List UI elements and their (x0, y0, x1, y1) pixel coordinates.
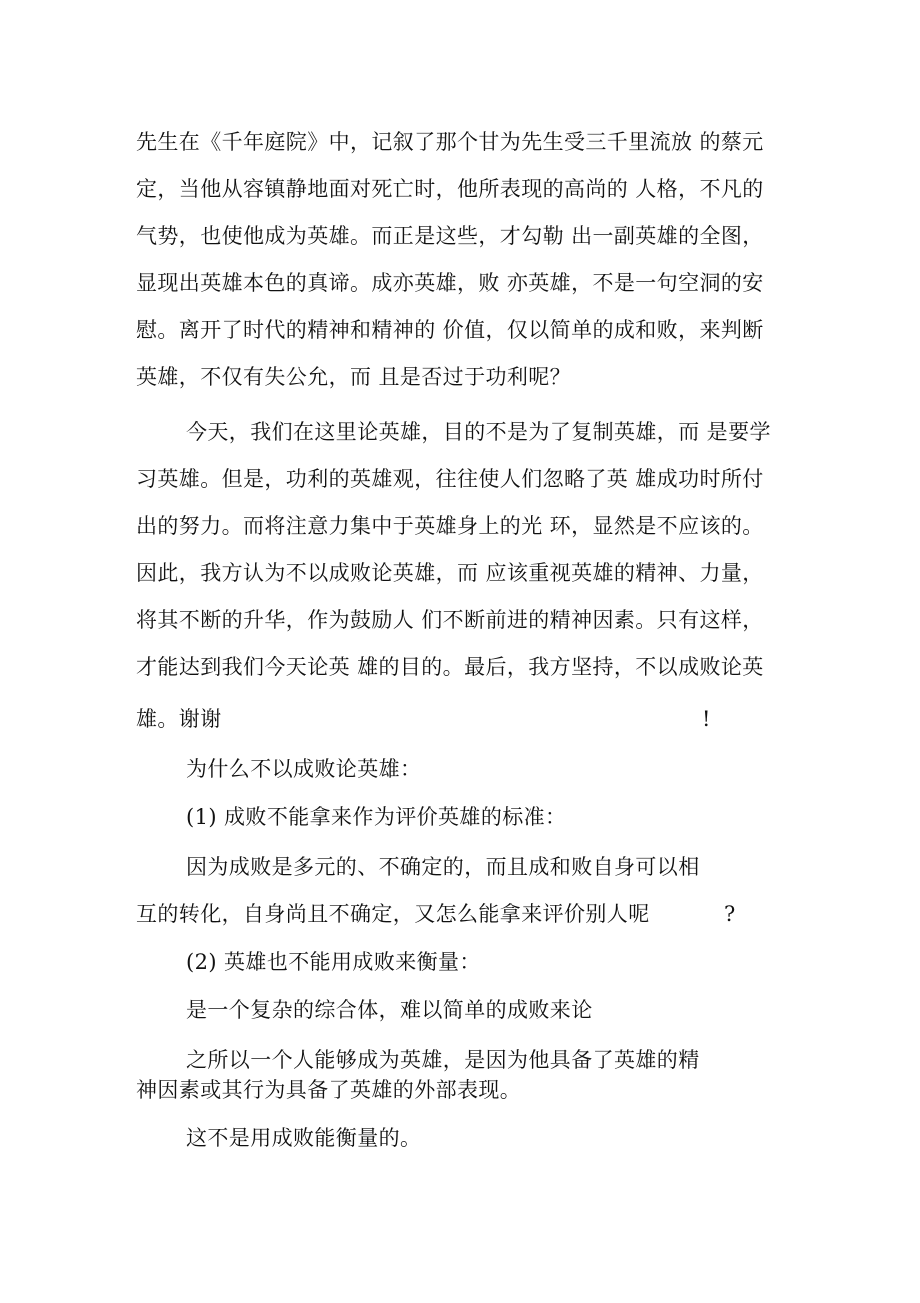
point2-heading: (2) 英雄也不能用成败来衡量： (186, 950, 481, 974)
paragraph1-line-1: 先生在《千年庭院》中，记叙了那个甘为先生受三千里流放 的蔡元 (136, 130, 764, 154)
point2-line-3: 神因素或其行为具备了英雄的外部表现。 (136, 1078, 522, 1102)
paragraph2-line-6: 才能达到我们今天论英 雄的目的。最后，我方坚持，不以成败论英 (136, 655, 764, 679)
paragraph2-line-3: 出的努力。而将注意力集中于英雄身上的光 环，显然是不应该的。 (136, 514, 764, 538)
point1-line-1: 因为成败是多元的、不确定的，而且成和败自身可以相 (186, 855, 700, 879)
paragraph2-line-7: 雄。谢谢 (136, 707, 222, 731)
paragraph2-line-2: 习英雄。但是，功利的英雄观，往往使人们忽略了英 雄成功时所付 (136, 467, 764, 491)
paragraph1-line-5: 慰。离开了时代的精神和精神的 价值，仅以简单的成和败，来判断 (136, 318, 764, 342)
paragraph2-line-5: 将其不断的升华，作为鼓励人 们不断前进的精神因素。只有这样， (136, 608, 764, 632)
point2-line-4: 这不是用成败能衡量的。 (186, 1126, 422, 1150)
paragraph1-line-4: 显现出英雄本色的真谛。成亦英雄，败 亦英雄，不是一句空洞的安 (136, 271, 764, 295)
question-mark: ? (724, 902, 736, 926)
paragraph1-line-3: 气势，也使他成为英雄。而正是这些，才勾勒 出一副英雄的全图， (136, 224, 764, 248)
exclamation-mark: ! (702, 707, 711, 731)
paragraph2-line-1: 今天，我们在这里论英雄，目的不是为了复制英雄，而 是要学 (186, 420, 771, 444)
point2-line-2: 之所以一个人能够成为英雄，是因为他具备了英雄的精 (186, 1048, 700, 1072)
point1-line-2: 互的转化，自身尚且不确定，又怎么能拿来评价别人呢 (136, 902, 650, 926)
paragraph2-line-4: 因此，我方认为不以成败论英雄，而 应该重视英雄的精神、力量， (136, 561, 764, 585)
paragraph1-line-2: 定，当他从容镇静地面对死亡时，他所表现的高尚的 人格，不凡的 (136, 177, 764, 201)
section-title: 为什么不以成败论英雄： (186, 757, 422, 781)
paragraph1-line-6: 英雄，不仅有失公允，而 且是否过于功利呢？ (136, 365, 572, 389)
point1-heading: (1) 成败不能拿来作为评价英雄的标准： (186, 805, 567, 829)
point2-line-1: 是一个复杂的综合体，难以简单的成败来论 (186, 998, 593, 1022)
